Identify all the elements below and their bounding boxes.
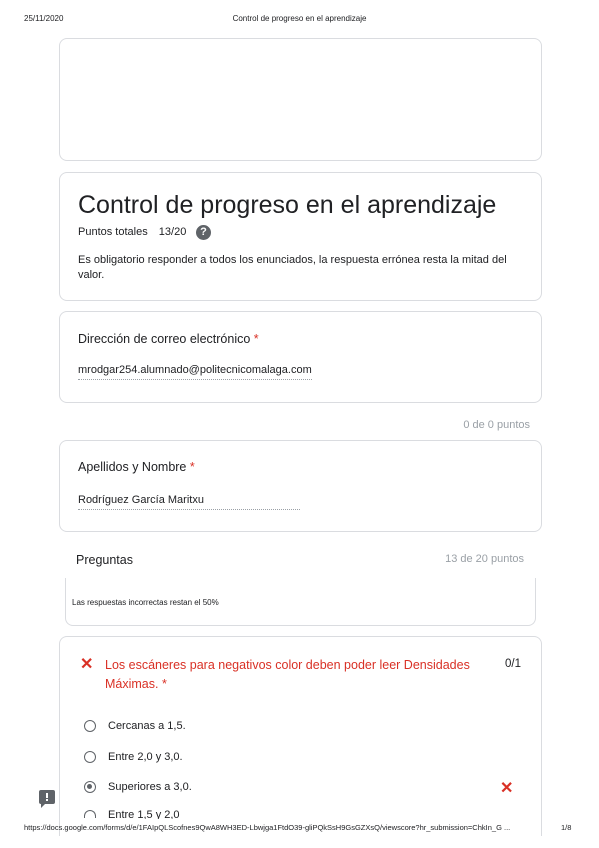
email-value-wrap — [78, 360, 312, 380]
option-label-1: Cercanas a 1,5. — [108, 720, 186, 732]
option-label-3: Superiores a 3,0. — [108, 781, 192, 793]
name-label: Apellidos y Nombre — [78, 460, 187, 474]
question-score: 0/1 — [505, 658, 521, 670]
section-note-card — [65, 578, 536, 626]
required-mark: * — [253, 332, 259, 346]
incorrect-x-icon: ✕ — [80, 656, 94, 673]
radio-option-3-selected[interactable] — [84, 781, 96, 793]
question-card — [59, 636, 542, 836]
total-points-label: Puntos totales — [78, 226, 148, 238]
question-text — [105, 656, 485, 694]
required-mark: * — [161, 677, 167, 691]
question-label: Los escáneres para negativos color deben poder leer Densidades Máximas. — [105, 658, 470, 691]
required-mark: * — [189, 460, 195, 474]
form-description: Es obligatorio responder a todos los enunciados, la respuesta errónea resta la mitad del valor. — [78, 254, 507, 281]
feedback-icon[interactable] — [39, 790, 55, 804]
print-title: Control de progreso en el aprendizaje — [232, 14, 367, 23]
form-title: Control de progreso en el aprendizaje — [78, 191, 497, 219]
option-label-2: Entre 2,0 y 3,0. — [108, 751, 183, 763]
radio-option-1[interactable] — [84, 720, 96, 732]
option-label-4: Entre 1,5 y 2,0 — [108, 809, 180, 819]
print-date: 25/11/2020 — [24, 14, 64, 23]
total-points — [78, 226, 186, 238]
email-label-row — [78, 332, 259, 346]
section-note: Las respuestas incorrectas restan el 50% — [72, 598, 219, 607]
help-circle-icon[interactable]: ? — [196, 225, 211, 240]
header-banner-card — [59, 38, 542, 161]
email-label: Dirección de correo electrónico — [78, 332, 251, 346]
name-label-row — [78, 460, 195, 474]
section-points: 13 de 20 puntos — [445, 553, 524, 565]
print-page-number: 1/8 — [561, 823, 572, 832]
email-field[interactable]: mrodgar254.alumnado@politecnicomalaga.com — [78, 364, 312, 380]
radio-option-4[interactable] — [84, 810, 96, 818]
email-points: 0 de 0 puntos — [463, 419, 530, 431]
name-value-wrap — [78, 490, 300, 510]
name-card — [59, 440, 542, 532]
email-card — [59, 311, 542, 403]
print-footer-url: https://docs.google.com/forms/d/e/1FAIpQLScofnes9QwA8WH3ED-Lbwjga1FtdO39-gliPQkSsH9GsGZXsQ/viewscore?hr_submission=ChkIn_G ... — [24, 823, 511, 832]
total-points-value: 13/20 — [158, 226, 187, 238]
section-title: Preguntas — [76, 553, 133, 567]
radio-option-2[interactable] — [84, 751, 96, 763]
name-field[interactable]: Rodríguez García Maritxu — [78, 494, 300, 510]
wrong-answer-x-icon: ✕ — [500, 780, 514, 797]
form-title-card — [59, 172, 542, 301]
